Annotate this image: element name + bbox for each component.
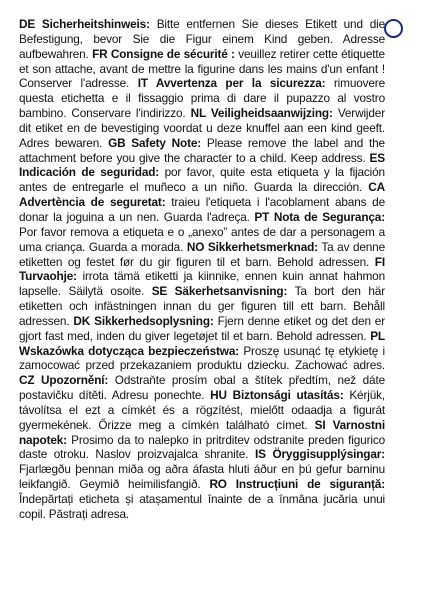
section-text-fi: irrota tämä etiketti ja kiinnike, ennen kuin annat hahmon lapselle. Säilytä osoite.: [19, 269, 385, 299]
section-text-no: Ta av denne etiketten og festet før du gir figuren til et barn. Behold adressen.: [19, 239, 385, 269]
section-text-dk: Fjern denne etiket og det den er gjort fast med, inden du giver legetøjet til et barn. Behold adressen.: [19, 313, 385, 343]
section-text-it: rimuovere questa etichetta e il fissaggio prima di dare il pupazzo al vostro bambino. Conservare l'indirizzo.: [19, 76, 385, 121]
section-heading-fr: FR Consigne de sécurité :: [92, 46, 235, 61]
section-heading-pl: PL Wskazówka dotycząca bezpieczeństwa:: [19, 328, 385, 358]
section-heading-hu: HU Biztonsági utasítás:: [210, 388, 344, 403]
section-text-ca: traieu l'etiqueta i l'acoblament abans de donar la joguina a un nen. Guarda l'adreça.: [19, 195, 385, 224]
section-heading-ca: CA Advertència de seguretat:: [19, 180, 385, 210]
section-heading-ro: RO Instrucțiuni de siguranță:: [209, 477, 385, 492]
section-text-cz: Odstraňte prosím obal a štítek předtím, než dáte postavičku dítěti. Adresu ponechte.: [19, 373, 385, 403]
section-heading-is: IS Öryggisupplýsingar:: [254, 447, 385, 462]
safety-text-block: [19, 17, 385, 522]
section-text-nl: Verwijder dit etiket en de bevestiging voordat u deze knuffel aan een kind geeft. Adres bewaren.: [19, 106, 385, 150]
section-text-si: Prosimo da to nalepko in pritrditev odstranite preden figurico daste otroku. Naslov proizvajalca shranite.: [19, 432, 385, 462]
section-heading-gb: GB Safety Note:: [108, 135, 202, 150]
section-heading-si: SI Varnostni napotek:: [19, 417, 385, 447]
section-text-is: Fjarlægðu þennan miða og aðra áfasta hluti áður en þú gefur barninu leikfangið. Geymið heimilisfangið.: [19, 462, 385, 492]
section-text-pl: Proszę usunąć tę etykietę i zamocować przed przekazaniem produktu dziecku. Zachować adres.: [19, 343, 385, 373]
section-heading-cz: CZ Upozornění:: [19, 373, 109, 388]
section-text-hu: Kérjük, távolítsa el ezt a címkét és a rögzítést, mielőtt odaadja a figurát gyermekének. Őrizze meg a címkén található címet.: [19, 388, 385, 432]
section-heading-se: SE Säkerhetsanvisning:: [151, 284, 288, 299]
section-heading-es: ES Indicación de seguridad:: [19, 150, 385, 180]
section-text-ro: Îndepărtați eticheta și atașamentul înainte de a înmâna jucăria unui copil. Păstrați adresa.: [19, 492, 385, 521]
section-text-gb: Please remove the label and the attachment before you give the character to a child. Keep address.: [19, 135, 385, 165]
section-heading-pt: PT Nota de Segurança:: [254, 209, 385, 224]
section-text-se: Ta bort den här etiketten och infästningen innan du ger figuren till ett barn. Behåll adressen.: [19, 284, 385, 328]
section-text-de: Bitte entfernen Sie dieses Etikett und die Befestigung, bevor Sie die Figur einem Kind geben. Adresse aufbewahren.: [19, 17, 385, 61]
section-heading-fi: FI Turvaohje:: [19, 254, 385, 284]
section-heading-dk: DK Sikkerhedsoplysning:: [73, 313, 214, 328]
section-heading-de: DE Sicherheitshinweis:: [19, 17, 150, 31]
section-heading-it: IT Avvertenza per la sicurezza:: [137, 76, 326, 91]
hang-hole-icon: [384, 19, 403, 38]
section-text-fr: veuillez retirer cette étiquette et son attache, avant de mettre la figurine dans les mains d'un enfant ! Conserver l'adresse.: [19, 46, 385, 91]
section-heading-no: NO Sikkerhetsmerknad:: [186, 239, 318, 254]
section-text-es: por favor, quite esta etiqueta y la fijación antes de entregarle el muñeco a un niño. Guarda la dirección.: [19, 165, 385, 195]
section-heading-nl: NL Veiligheidsaanwijzing:: [190, 106, 333, 121]
section-text-pt: Por favor remova a etiqueta e o „anexo” antes de dar a personagem a uma criança. Guarda a morada.: [19, 224, 385, 254]
